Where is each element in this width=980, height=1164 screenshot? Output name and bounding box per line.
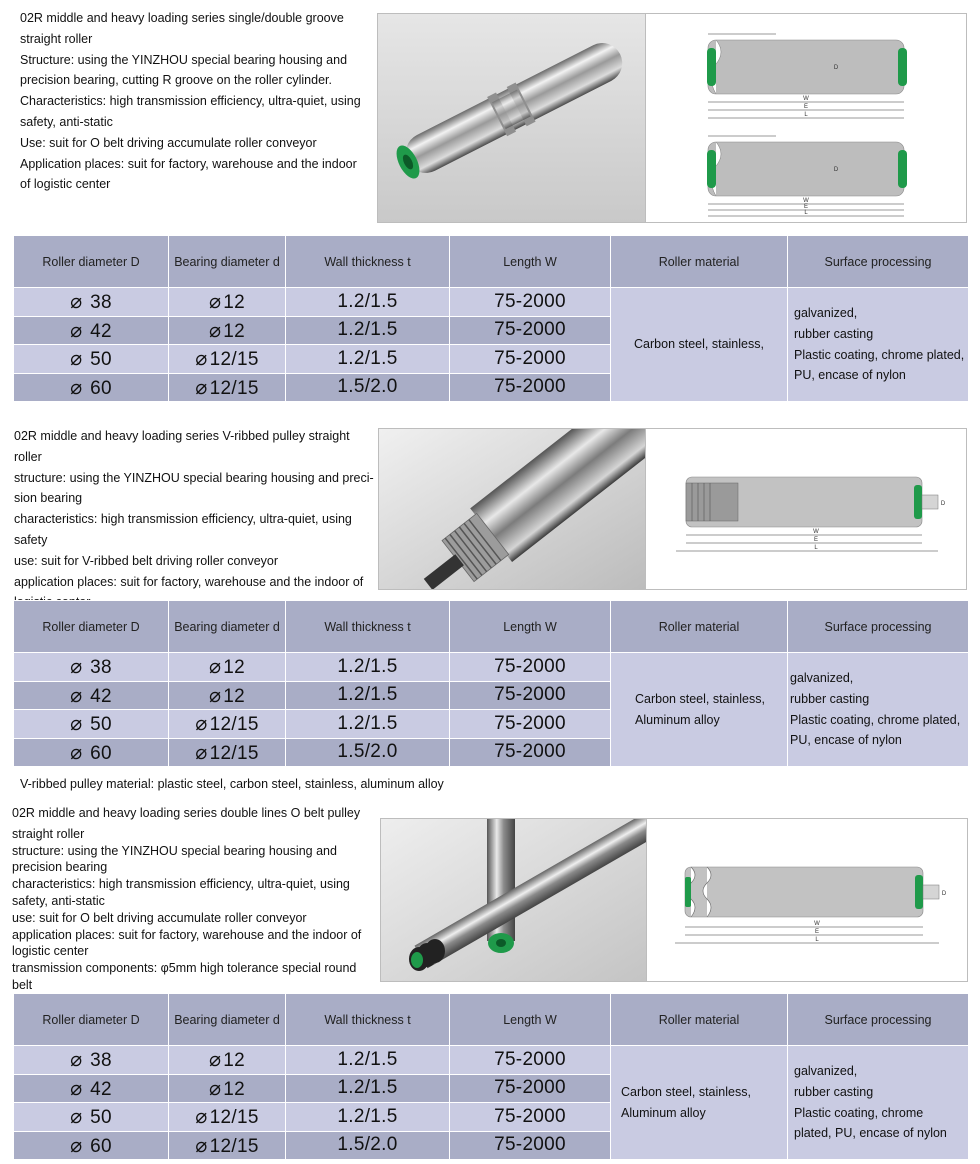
diameter-icon: ⌀ — [208, 291, 222, 314]
header-roller-diameter: Roller diameter D — [14, 601, 169, 653]
description-line: sion bearing — [14, 491, 83, 506]
cell-wall-thickness: 1.5/2.0 — [286, 373, 450, 402]
cell-roller-material — [611, 653, 788, 767]
dimension-label-d-outer: D — [940, 501, 946, 507]
dimension-label-e: E — [803, 104, 809, 110]
cell-roller-diameter: 60 — [90, 742, 112, 764]
product-description — [12, 805, 374, 994]
diameter-icon: ⌀ — [195, 741, 208, 764]
diameter-icon: ⌀ — [70, 1106, 83, 1129]
cell-wall-thickness: 1.2/1.5 — [286, 1103, 450, 1132]
cell-bearing-diameter: 12/15 — [209, 742, 259, 764]
cell-wall-thickness: 1.5/2.0 — [286, 1131, 450, 1160]
surface-line: galvanized, — [790, 670, 854, 685]
product-description — [14, 426, 374, 613]
spec-table — [13, 600, 969, 767]
header-bearing-diameter: Bearing diameter d — [169, 236, 286, 288]
cell-length: 75-2000 — [450, 288, 611, 317]
description-title: 02R middle and heavy loading series single/double groove — [20, 11, 344, 25]
dimension-label-w: W — [803, 198, 809, 204]
header-roller-material: Roller material — [611, 236, 788, 288]
cell-roller-material — [611, 288, 788, 402]
material-line: Carbon steel, stainless, — [635, 691, 765, 706]
description-line: belt — [12, 977, 33, 992]
diameter-icon: ⌀ — [70, 376, 83, 399]
dimension-label-l: L — [815, 937, 819, 943]
cell-wall-thickness: 1.2/1.5 — [286, 288, 450, 317]
dimension-label-e: E — [814, 929, 820, 935]
header-roller-diameter: Roller diameter D — [14, 994, 169, 1046]
section-single-double-groove — [0, 0, 980, 405]
diameter-icon: ⌀ — [70, 1077, 83, 1100]
cell-wall-thickness: 1.2/1.5 — [286, 681, 450, 710]
description-line: application places: suit for factory, warehouse and the indoor of — [14, 574, 364, 589]
cell-bearing-diameter: 12/15 — [209, 1135, 259, 1157]
cell-roller-diameter: 38 — [90, 292, 112, 314]
diameter-icon: ⌀ — [208, 319, 222, 342]
dimension-label-e: E — [803, 204, 809, 210]
description-line: Application places: suit for factory, warehouse and the indoor — [20, 156, 357, 171]
product-photo-v-ribbed-roller — [378, 428, 647, 590]
description-line: roller — [14, 449, 42, 464]
dimension-label-w: W — [814, 921, 820, 927]
cell-length: 75-2000 — [450, 345, 611, 374]
description-line: use: suit for V-ribbed belt driving roller conveyor — [14, 553, 279, 568]
description-line: use: suit for O belt driving accumulate roller conveyor — [12, 910, 307, 925]
cell-surface-processing — [788, 653, 969, 767]
table-row — [14, 653, 969, 682]
header-surface-processing: Surface processing — [788, 994, 969, 1046]
technical-drawing-o-belt-roller — [646, 818, 968, 982]
cell-wall-thickness: 1.2/1.5 — [286, 710, 450, 739]
description-line: Characteristics: high transmission efficiency, ultra-quiet, using — [20, 94, 361, 109]
cell-roller-diameter: 42 — [90, 685, 112, 707]
surface-line: galvanized, — [794, 1063, 858, 1078]
cell-roller-diameter: 42 — [90, 320, 112, 342]
header-roller-material: Roller material — [611, 601, 788, 653]
diameter-icon: ⌀ — [195, 713, 208, 736]
description-line: precision bearing — [12, 860, 108, 875]
cell-length: 75-2000 — [450, 710, 611, 739]
cell-length: 75-2000 — [450, 373, 611, 402]
header-bearing-diameter: Bearing diameter d — [169, 994, 286, 1046]
dimension-label-l: L — [804, 112, 808, 118]
description-line: Use: suit for O belt driving accumulate roller conveyor — [20, 135, 317, 150]
description-line: structure: using the YINZHOU special bearing housing and preci- — [14, 470, 374, 485]
cell-wall-thickness: 1.2/1.5 — [286, 653, 450, 682]
cell-bearing-diameter: 12 — [223, 657, 246, 679]
cell-surface-processing — [788, 288, 969, 402]
cell-wall-thickness: 1.5/2.0 — [286, 738, 450, 767]
diameter-icon: ⌀ — [70, 291, 83, 314]
cell-length: 75-2000 — [450, 1074, 611, 1103]
surface-line: Plastic coating, chrome plated, — [794, 347, 965, 362]
description-line: transmission components: φ5mm high tolerance special round — [12, 961, 357, 976]
cell-roller-diameter: 60 — [90, 1135, 112, 1157]
header-wall-thickness: Wall thickness t — [286, 601, 450, 653]
description-line: characteristics: high transmission efficiency, ultra-quiet, using — [12, 877, 350, 892]
diameter-icon: ⌀ — [195, 376, 208, 399]
diameter-icon: ⌀ — [208, 684, 222, 707]
cell-bearing-diameter: 12 — [223, 1078, 246, 1100]
cell-surface-processing — [788, 1046, 969, 1160]
cell-roller-diameter: 50 — [90, 1107, 112, 1129]
cell-roller-diameter: 38 — [90, 657, 112, 679]
diameter-icon: ⌀ — [70, 1134, 83, 1157]
cell-bearing-diameter: 12 — [223, 292, 246, 314]
cell-wall-thickness: 1.2/1.5 — [286, 345, 450, 374]
description-line: safety, anti-static — [12, 893, 105, 908]
header-surface-processing: Surface processing — [788, 236, 969, 288]
cell-length: 75-2000 — [450, 1046, 611, 1075]
surface-line: rubber casting — [794, 1084, 874, 1099]
diameter-icon: ⌀ — [70, 713, 83, 736]
surface-line: rubber casting — [794, 326, 874, 341]
cell-bearing-diameter: 12/15 — [209, 1107, 259, 1129]
header-surface-processing: Surface processing — [788, 601, 969, 653]
surface-line: plated, PU, encase of nylon — [794, 1126, 947, 1141]
diameter-icon: ⌀ — [195, 1106, 208, 1129]
dimension-label-l: L — [814, 545, 818, 551]
surface-line: Plastic coating, chrome — [794, 1105, 924, 1120]
material-line: Carbon steel, stainless, — [634, 337, 764, 352]
header-wall-thickness: Wall thickness t — [286, 994, 450, 1046]
spec-table — [13, 235, 969, 402]
cell-bearing-diameter: 12/15 — [209, 349, 259, 371]
header-wall-thickness: Wall thickness t — [286, 236, 450, 288]
cell-roller-diameter: 60 — [90, 377, 112, 399]
cell-roller-diameter: 50 — [90, 714, 112, 736]
cell-wall-thickness: 1.2/1.5 — [286, 1046, 450, 1075]
table-row — [14, 288, 969, 317]
diameter-icon: ⌀ — [195, 348, 208, 371]
section-v-ribbed-pulley — [0, 420, 980, 800]
spec-table — [13, 993, 969, 1160]
section-double-lines-o-belt — [0, 800, 980, 1164]
header-bearing-diameter: Bearing diameter d — [169, 601, 286, 653]
diameter-icon: ⌀ — [70, 656, 83, 679]
product-photo-groove-roller — [377, 13, 646, 223]
dimension-label-d-outer: D — [833, 167, 839, 173]
technical-drawing-v-ribbed-roller — [645, 428, 967, 590]
cell-wall-thickness: 1.2/1.5 — [286, 316, 450, 345]
dimension-label-d-outer: D — [941, 891, 947, 897]
cell-roller-material — [611, 1046, 788, 1160]
surface-line: rubber casting — [790, 691, 870, 706]
diameter-icon: ⌀ — [208, 1077, 222, 1100]
cell-roller-diameter: 38 — [90, 1050, 112, 1072]
description-line: safety, anti-static — [20, 114, 113, 129]
cell-bearing-diameter: 12 — [223, 320, 246, 342]
header-roller-diameter: Roller diameter D — [14, 236, 169, 288]
description-line: straight roller — [12, 826, 85, 841]
diameter-icon: ⌀ — [70, 1049, 83, 1072]
product-description — [20, 8, 370, 195]
description-title: 02R middle and heavy loading series V-ribbed pulley straight — [14, 429, 350, 443]
material-line: Aluminum alloy — [635, 712, 720, 727]
description-line: Structure: using the YINZHOU special bearing housing and — [20, 52, 348, 67]
cell-bearing-diameter: 12 — [223, 1050, 246, 1072]
description-line: application places: suit for factory, warehouse and the indoor of — [12, 927, 362, 942]
cell-length: 75-2000 — [450, 316, 611, 345]
cell-bearing-diameter: 12 — [223, 685, 246, 707]
header-length: Length W — [450, 994, 611, 1046]
header-roller-material: Roller material — [611, 994, 788, 1046]
diameter-icon: ⌀ — [70, 348, 83, 371]
description-line: characteristics: high transmission efficiency, ultra-quiet, using — [14, 512, 352, 527]
dimension-label-w: W — [813, 529, 819, 535]
diameter-icon: ⌀ — [70, 684, 83, 707]
cell-wall-thickness: 1.2/1.5 — [286, 1074, 450, 1103]
diameter-icon: ⌀ — [208, 656, 222, 679]
header-length: Length W — [450, 236, 611, 288]
diameter-icon: ⌀ — [195, 1134, 208, 1157]
pulley-material-note: V-ribbed pulley material: plastic steel, carbon steel, stainless, aluminum alloy — [20, 777, 444, 791]
material-line: Aluminum alloy — [621, 1105, 706, 1120]
diameter-icon: ⌀ — [70, 319, 83, 342]
header-length: Length W — [450, 601, 611, 653]
description-line: precision bearing, cutting R groove on the roller cylinder. — [20, 73, 332, 88]
dimension-label-d-outer: D — [833, 65, 839, 71]
description-line: safety — [14, 532, 48, 547]
cell-length: 75-2000 — [450, 1131, 611, 1160]
description-line: structure: using the YINZHOU special bearing housing and — [12, 843, 337, 858]
surface-line: galvanized, — [794, 305, 858, 320]
dimension-label-e: E — [813, 537, 819, 543]
diameter-icon: ⌀ — [208, 1049, 222, 1072]
cell-length: 75-2000 — [450, 738, 611, 767]
description-title: 02R middle and heavy loading series double lines O belt pulley — [12, 806, 361, 820]
description-line: straight roller — [20, 31, 93, 46]
cell-bearing-diameter: 12/15 — [209, 377, 259, 399]
diameter-icon: ⌀ — [70, 741, 83, 764]
dimension-label-l: L — [804, 210, 808, 216]
cell-length: 75-2000 — [450, 681, 611, 710]
technical-drawing-groove-roller — [645, 13, 967, 223]
description-line: logistic center — [12, 944, 89, 959]
surface-line: Plastic coating, chrome plated, — [790, 712, 961, 727]
cell-bearing-diameter: 12/15 — [209, 714, 259, 736]
material-line: Carbon steel, stainless, — [621, 1084, 751, 1099]
product-photo-o-belt-pulley-roller — [380, 818, 648, 982]
cell-roller-diameter: 42 — [90, 1078, 112, 1100]
cell-roller-diameter: 50 — [90, 349, 112, 371]
table-row — [14, 1046, 969, 1075]
description-line: of logistic center — [20, 177, 111, 192]
surface-line: PU, encase of nylon — [794, 368, 906, 383]
cell-length: 75-2000 — [450, 653, 611, 682]
cell-length: 75-2000 — [450, 1103, 611, 1132]
surface-line: PU, encase of nylon — [790, 733, 902, 748]
dimension-label-w: W — [803, 96, 809, 102]
